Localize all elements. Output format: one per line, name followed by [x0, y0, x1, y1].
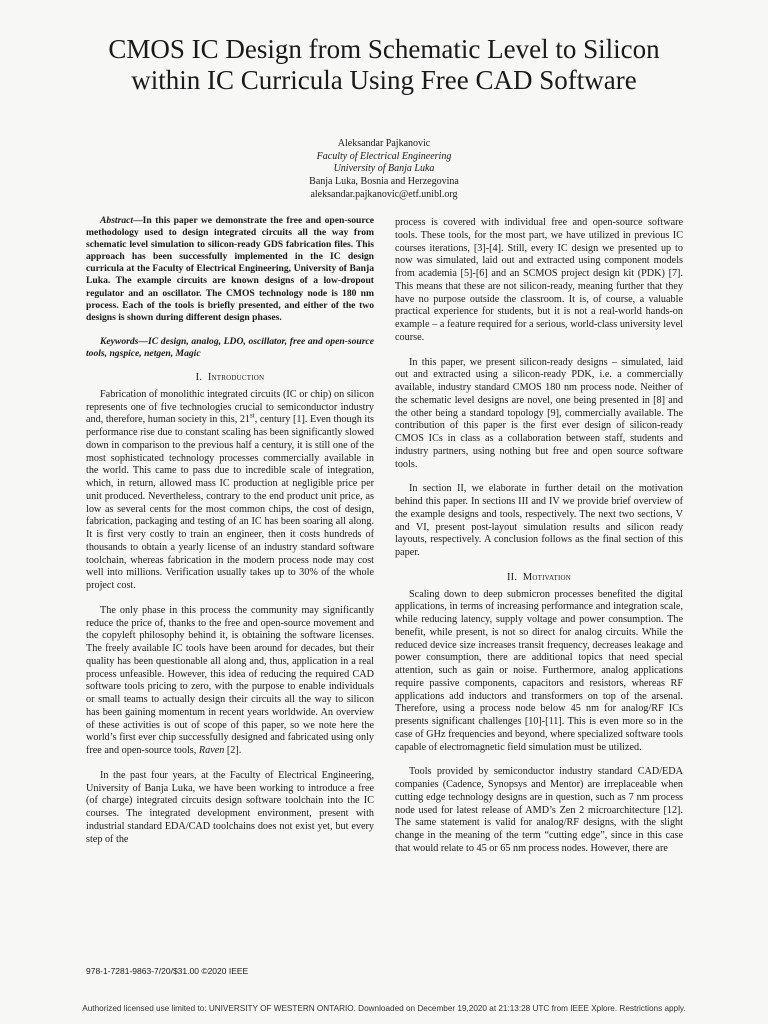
- intro-paragraph-6: In section II, we elaborate in further detail on the motivation behind this paper. In sections III and IV we provide brief overview of the example designs and tools, respectively. The next two sections, V and VI, present post-layout simulation results and silicon ready layouts, respectively. A conclusion follows as the final section of this paper.: [395, 483, 683, 558]
- intro-p1-text-b: , century [1]. Even though its performance rise due to constant scaling has been significantly slowed down in comparison to the previous half a century, it is still one of the most sophisticated technology processes commercially available in the world. This came to pass due to incredible scale of integration, which, in return, allowed mass IC production at negligible price per unit produced. Nevertheless, contrary to the end product unit price, as low as several cents for the most common chips, the cost of design, fabrication, packaging and testing of an IC has been soaring all along. It is first very costly to train an engineer, then it costs hundreds of thousands to obtain a yearly license of an industry standard software toolchain, whereas fabrication in the modern process node may cost well into millions. Verification usually takes up to 30% of the whole project cost.: [86, 414, 374, 592]
- intro-paragraph-1: [86, 389, 374, 593]
- intro-paragraph-4: process is covered with individual free and open-source software tools. These tools, for the most part, we have utilized in previous IC courses iterations, [3]-[4]. Still, every IC design we presented up to now was simulated, laid out and extracted using component models from academia [5]-[6] and an SCMOS project design kit (PDK) [7]. This means that these are not silicon-ready, meaning further that they have no purpose outside the classroom. It is, of course, a valuable practical experience for students, but it is not a real-world hands-on example – a feature required for a serious, world-class university level course.: [395, 217, 683, 343]
- intro-p1-text-a: Fabrication of monolithic integrated circuits (IC or chip) on silicon represents one of five technologies crucial to semiconductor industry and, therefore, human society in this, 21: [86, 388, 374, 426]
- section-title: Introduction: [207, 372, 265, 384]
- keywords: [86, 336, 374, 360]
- license-notice: Authorized licensed use limited to: UNIVERSITY OF WESTERN ONTARIO. Downloaded on December 19,2020 at 21:13:28 UTC from IEEE Xplore. Restrictions apply.: [82, 1004, 686, 1013]
- section-number: II.: [506, 571, 518, 583]
- abstract-text: —In this paper we demonstrate the free and open-source methodology used to design integrated circuits all the way from schematic level simulation to silicon-ready GDS fabrication files. This approach has been successfully implemented in the IC design curricula at the Faculty of Electrical Engineering, University of Banja Luka. The example circuits are known designs of a low-dropout regulator and an oscillator. The CMOS technology node is 180 nm process. Each of the tools is briefly presented, and either of the two designs is shown during different design phases.: [86, 215, 374, 323]
- section-heading-motivation: [395, 572, 683, 585]
- copyright-footer: 978-1-7281-9863-7/20/$31.00 ©2020 IEEE: [86, 966, 249, 976]
- right-column: [395, 217, 683, 868]
- author-name: Aleksandar Pajkanovic: [337, 138, 431, 149]
- motivation-paragraph-1: Scaling down to deep submicron processes benefited the digital applications, in terms of increasing performance and integration scale, while reducing latency, supply voltage and power consumption. The benefit, while present, is not so direct for analog circuits. While the reduced device size increases transit frequency, decreases leakage and power consumption, there are additional topics that need special attention, such as gain or noise. Furthermore, analog applications require passive components, capacitors and resistors, whereas RF applications add inductors and transformers on top of the arsenal. Therefore, using a process node below 45 nm for analog/RF ICs presents significant challenges [10]-[11]. This is even more so in the case of GHz frequencies and beyond, where specialized software tools capable of electromagnetic field simulation must be utilized.: [395, 588, 683, 753]
- keywords-lead: Keywords: [100, 335, 139, 347]
- raven-emphasis: Raven: [198, 745, 225, 757]
- abstract-lead: Abstract: [100, 215, 134, 226]
- intro-p2-text-b: [2].: [224, 745, 242, 757]
- superscript-st: st: [250, 411, 255, 420]
- intro-p2-text-a: The only phase in this process the community may significantly reduce the price of, thanks to the free and open-source movement and the copyleft philosophy behind it, is obtaining the software licenses. The freely available IC tools have been around for decades, but their quality has been questionable all along and, thus, application in a real process unfeasible. However, this idea of reducing the required CAD software tools pricing to zero, with the purpose to enable individuals or small teams to actually design their circuits all the way to silicon has been gaining momentum in recent years worldwide. An overview of these activities is out of scope of this paper, so we note here the world’s first ever chip successfully designed and fabricated using only free and open-source tools,: [86, 604, 374, 757]
- title-line-1: CMOS IC Design from Schematic Level to Silicon: [108, 34, 660, 64]
- keywords-text: —IC design, analog, LDO, oscillator, free and open-source tools, ngspice, netgen, Magic: [86, 335, 374, 359]
- left-column: [86, 215, 374, 858]
- author-faculty: Faculty of Electrical Engineering: [316, 150, 452, 162]
- section-heading-introduction: [86, 372, 374, 385]
- author-email[interactable]: aleksandar.pajkanovic@etf.unibl.org: [310, 188, 458, 200]
- intro-paragraph-5: In this paper, we present silicon-ready designs – simulated, laid out and extracted using a silicon-ready PDK, i.e. a commercially available, industry standard CMOS 180 nm process node. Neither of the schematic level designs are novel, one being presented in [8] and the other being a standard topology [9], commercially available. The contribution of this paper is the first ever design of silicon-ready CMOS ICs in class as a collaboration between staff, students and industry partners, using nothing but free and open source software tools.: [395, 356, 683, 470]
- intro-paragraph-3: In the past four years, at the Faculty of Electrical Engineering, University of Banja Luka, we have been working to introduce a free (of charge) integrated circuits design software toolchain into the IC courses. The integrated development environment, present with industrial standard EDA/CAD toolchains does not exist yet, but every step of the: [86, 769, 374, 845]
- paper-title: [40, 34, 728, 96]
- author-block: [234, 138, 534, 202]
- section-title: Motivation: [522, 571, 572, 583]
- motivation-paragraph-2: Tools provided by semiconductor industry standard CAD/EDA companies (Cadence, Synopsys and Mentor) are irreplaceable when cutting edge technology designs are in question, such as 7 nm process node used for latest release of AMD’s Zen 2 microarchitecture [12]. The same statement is valid for analog/RF designs, with the slight change in the meaning of the term “cutting edge”, since in this case that would relate to 45 or 65 nm process nodes. However, there are: [395, 766, 683, 854]
- abstract: [86, 215, 374, 324]
- intro-paragraph-2: [86, 605, 374, 758]
- title-line-2: within IC Curricula Using Free CAD Software: [131, 65, 637, 95]
- author-university: University of Banja Luka: [333, 163, 435, 175]
- section-number: I.: [195, 372, 203, 384]
- author-location: Banja Luka, Bosnia and Herzegovina: [309, 176, 459, 188]
